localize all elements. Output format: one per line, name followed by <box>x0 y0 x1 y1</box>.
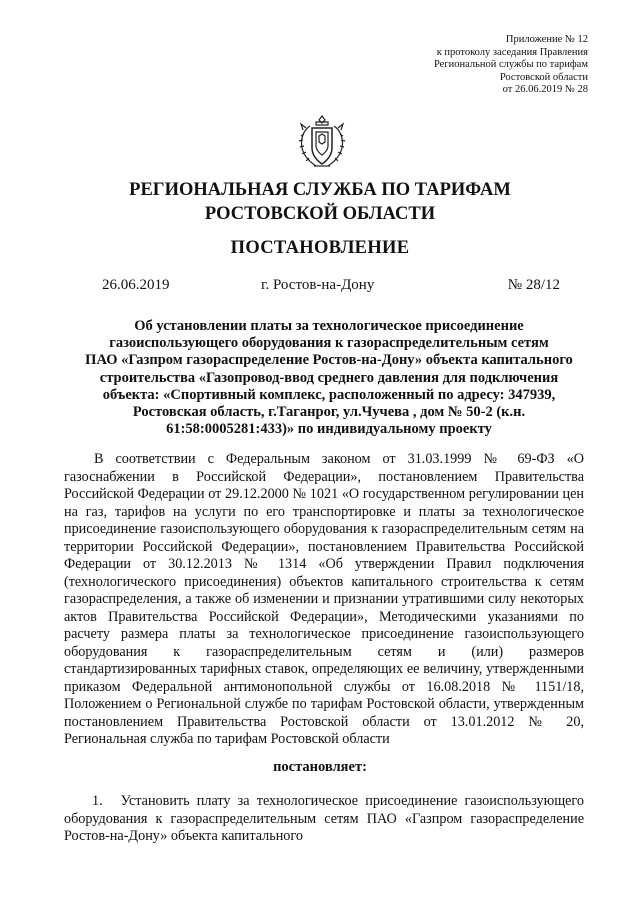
appendix-line: Региональной службы по тарифам <box>433 59 588 70</box>
coat-of-arms-icon <box>294 112 350 172</box>
appendix-line: Приложение № 12 <box>505 34 588 45</box>
subject-line: газоиспользующего оборудования к газораспределительным сетям <box>109 335 549 352</box>
appendix-line: от 26.06.2019 № 28 <box>502 84 588 95</box>
subject-line: строительства «Газопровод-ввод среднего давления для подключения <box>99 369 559 386</box>
org-line: РЕГИОНАЛЬНАЯ СЛУЖБА ПО ТАРИФАМ <box>129 180 511 200</box>
subject-line: Ростовская область, г.Таганрог, ул.Чучева , дом № 50-2 (к.н. <box>132 404 526 421</box>
document-city: г. Ростов-на-Дону <box>261 277 375 293</box>
item-paragraph <box>64 793 584 846</box>
decision-item <box>64 793 584 846</box>
document-date: 26.06.2019 <box>102 277 170 293</box>
decree-word: постановляет: <box>273 759 367 775</box>
organization-title <box>0 178 640 226</box>
appendix-line: к протоколу заседания Правления <box>436 46 588 58</box>
document-subject <box>64 318 594 438</box>
subject-line: ПАО «Газпром газораспределение Ростов-на-Дону» объекта капитального <box>85 352 573 369</box>
item-number: 1. <box>92 793 103 809</box>
document-number: № 28/12 <box>507 277 560 293</box>
appendix-line: Ростовской области <box>499 71 588 83</box>
subject-line: объекта: «Спортивный комплекс, расположенный по адресу: 347939, <box>102 386 556 403</box>
appendix-block <box>434 34 588 97</box>
preamble-paragraph: В соответствии с Федеральным законом от 31.03.1999 № 69-ФЗ «О газоснабжении в Российской Федерации», постановлением Правительства Российской Федерации от 29.12.2000 № 1021 «О государственном регулировании цен на газ, тарифов на услуги по его транспортировке и платы за технологическое присоединение газоиспользующего оборудования к газораспределительным сетям на территории Российской Федерации», постановлением Правительства Российской Федерации от 30.12.2013 № 1314 «Об утверждении Правил подключения (технологического присоединения) объектов капитального строительства к сетям газораспределения, а также об изменении и признании утратившими силу некоторых актов Правительства Российской Федерации», Методическими указаниями по расчету размера платы за технологическое присоединение газоиспользующего оборудования к газораспределительным сетям и (или) размеров стандартизированных тарифных ставок, определяющих ее величину, утвержденными приказом Федеральной антимонопольной службы от 16.08.2018 № 1151/18, Положением о Региональной службе по тарифам Ростовской области, утвержденным постановлением Правительства Ростовской области от 13.01.2012 № 20, Региональная служба по тарифам Ростовской области <box>64 451 584 747</box>
date-line <box>102 277 560 297</box>
document-type: ПОСТАНОВЛЕНИЕ <box>230 238 410 258</box>
item-text: Установить плату за технологическое присоединение газоиспользующего оборудования к газораспределительным сетям ПАО «Газпром газораспределение Ростов-на-Дону» объекта капитального <box>64 793 584 844</box>
org-line: РОСТОВСКОЙ ОБЛАСТИ <box>204 204 436 224</box>
preamble <box>64 451 584 749</box>
subject-line: 61:58:0005281:433)» по индивидуальному проекту <box>166 421 492 438</box>
subject-line: Об установлении платы за технологическое присоединение <box>134 318 524 334</box>
